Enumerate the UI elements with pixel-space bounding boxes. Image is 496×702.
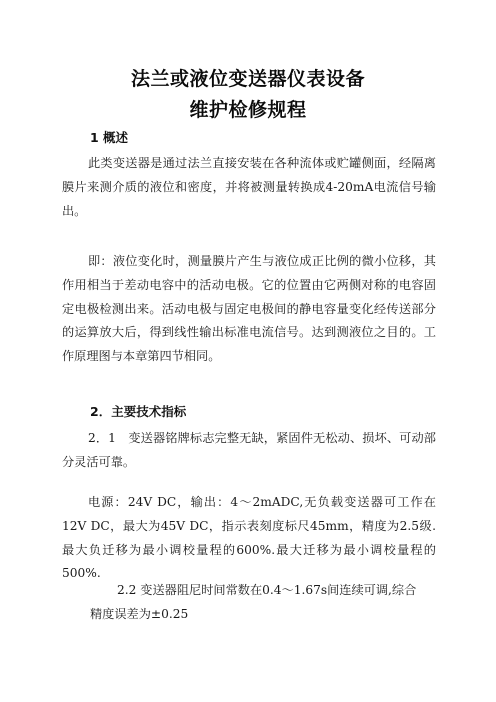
document-subtitle: 维护检修规程 [189, 99, 307, 121]
document-title: 法兰或液位变送器仪表设备 [130, 68, 365, 90]
paragraph-specs-3-line1: 2.2 变送器阻尼时间常数在0.4～1.67s间连续可调,综合 [117, 583, 417, 597]
paragraph-specs-3 [90, 579, 430, 627]
paragraph-specs-1: 2．1 变送器铭牌标志完整无缺，紧固件无松动、损坏、可动部分灵活可靠。 [62, 431, 436, 469]
section-heading-specs: 2．主要技术指标 [90, 404, 187, 419]
paragraph-specs-3-line2: 精度误差为±0.25 [90, 606, 189, 621]
paragraph-specs-2: 电源：24V DC，输出：4～2mADC,无负载变送器可工作在12V DC，最大为45V DC，指示表刻度标尺45mm，精度为2.5级.最大负迁移为最小调校量程的600%.最大迁移为最小调校量程的500%. [62, 495, 436, 581]
paragraph-overview-1: 此类变送器是通过法兰直接安装在各种流体或贮罐侧面，经隔离膜片来测介质的液位和密度，并将被测量转换成4-20mA电流信号输出。 [62, 156, 436, 218]
section-heading-overview: 1 概述 [90, 130, 129, 145]
paragraph-overview-2: 即：液位变化时，测量膜片产生与液位成正比例的微小位移，其作用相当于差动电容中的活动电极。它的位置由它两侧对称的电容固定电极检测出来。活动电极与固定电极间的静电容量变化经传送部分的运算放大后，得到线性输出标准电流信号。达到测液位之目的。工作原理图与本章第四节相同。 [62, 254, 436, 364]
